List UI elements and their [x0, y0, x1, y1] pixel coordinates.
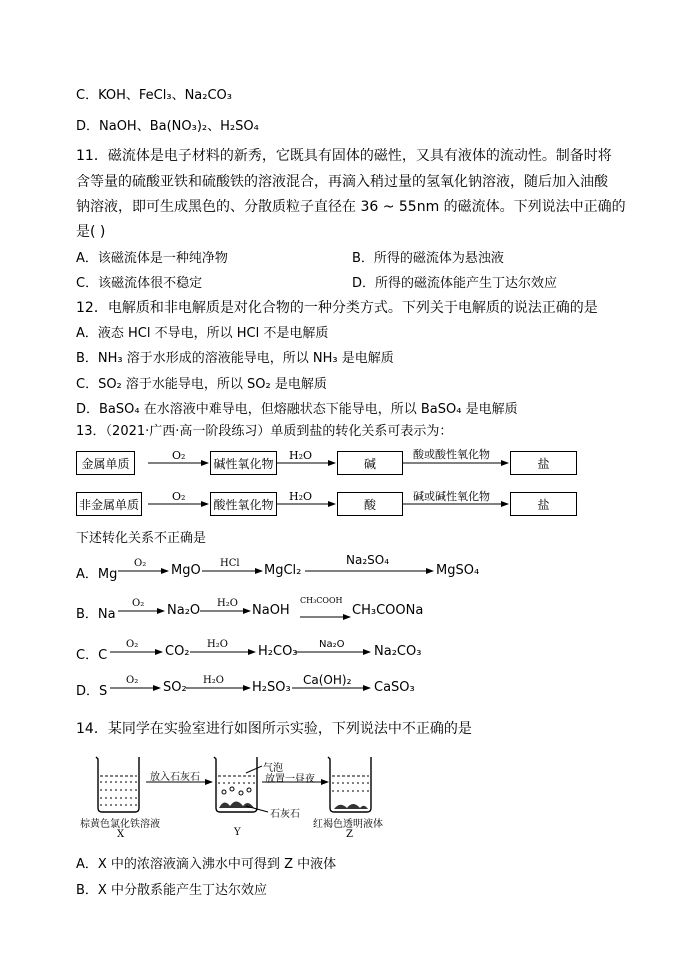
q13-row1-box-metal: 金属单质 — [76, 451, 135, 475]
q13-d-label: D．S — [76, 684, 108, 699]
q11-option-d: D．所得的磁流体能产生丁达尔效应 — [352, 276, 558, 291]
q14-step1-label: 放入石灰石 — [150, 772, 200, 783]
q13-row2-box-salt: 盐 — [510, 492, 577, 516]
beaker-x — [96, 757, 139, 812]
q12-option-c: C．SO₂ 溶于水能导电，所以 SO₂ 是电解质 — [76, 377, 327, 392]
q13-row2-box-acidic-oxide: 酸性氧化物 — [210, 492, 277, 516]
q13-c-p2: H₂CO₃ — [258, 644, 298, 659]
q12-stem: 12．电解质和非电解质是对化合物的一种分类方式。下列关于电解质的说法正确的是 — [76, 300, 598, 316]
q13-a-a3: Na₂SO₄ — [346, 553, 390, 567]
q13-d-p2: H₂SO₃ — [252, 680, 291, 695]
q14-step2-label: 放置一昼夜 — [265, 774, 315, 785]
q13-b-p3: CH₃COONa — [352, 603, 424, 618]
q13-row1-box-base: 碱 — [337, 451, 403, 475]
beaker-z — [328, 757, 371, 812]
q13-row2-box-acid: 酸 — [337, 492, 403, 516]
q11-stem-line2: 含等量的硫酸亚铁和硫酸铁的溶液混合，再滴入稍过量的氢氧化钠溶液，随后加入油酸 — [76, 174, 608, 190]
q13-c-a2: H₂O — [207, 639, 228, 650]
q13-a-p2: MgCl₂ — [264, 563, 302, 578]
q14-z-desc: 红褐色透明液体 — [313, 819, 383, 830]
q13-c-a3: Na₂O — [319, 639, 345, 650]
q13-c-label: C．C — [76, 648, 108, 663]
q13-stem: 13．（2021·广西·高一阶段练习）单质到盐的转化关系可表示为： — [76, 424, 453, 439]
q13-d-p1: SO₂ — [163, 680, 187, 695]
q11-stem-line1: 11．磁流体是电子材料的新秀，它既具有固体的磁性，又具有液体的流动性。制备时将 — [76, 148, 612, 164]
q13-a-p1: MgO — [171, 563, 201, 578]
q13-b-label: B．Na — [76, 607, 116, 622]
q13-row1-box-salt: 盐 — [510, 451, 577, 475]
q13-row1-arrow1-label: O₂ — [172, 449, 186, 462]
q13-a-a2: HCl — [220, 558, 240, 569]
q14-option-a: A．X 中的浓溶液滴入沸水中可得到 Z 中液体 — [76, 857, 337, 872]
q13-d-p3: CaSO₃ — [374, 680, 415, 695]
q13-b-a1: O₂ — [132, 598, 145, 609]
q11-stem-line3: 钠溶液，即可生成黑色的、分散质粒子直径在 36 ~ 55nm 的磁流体。下列说法中正确的 — [76, 199, 626, 215]
q13-a-a1: O₂ — [134, 558, 147, 569]
q13-row1-arrow2-label: H₂O — [289, 449, 313, 462]
q13-b-p2: NaOH — [252, 603, 290, 618]
q13-c-p3: Na₂CO₃ — [374, 644, 422, 659]
q14-x-label: X — [117, 829, 125, 840]
q12-option-a: A．液态 HCl 不导电，所以 HCl 不是电解质 — [76, 326, 329, 341]
q14-stem: 14．某同学在实验室进行如图所示实验，下列说法中不正确的是 — [76, 721, 472, 737]
q13-c-p1: CO₂ — [165, 644, 190, 659]
q13-a-p3: MgSO₄ — [436, 563, 480, 578]
q11-option-c: C．该磁流体很不稳定 — [76, 276, 203, 291]
q12-option-d: D．BaSO₄ 在水溶液中难导电，但熔融状态下能导电，所以 BaSO₄ 是电解质 — [76, 402, 518, 417]
q13-d-a3: Ca(OH)₂ — [303, 673, 352, 687]
q13-row2-arrow1-label: O₂ — [172, 490, 186, 503]
q14-x-desc: 棕黄色氯化铁溶液 — [80, 819, 160, 830]
q14-option-b: B．X 中分散系能产生丁达尔效应 — [76, 883, 267, 898]
q14-z-label: Z — [346, 829, 353, 840]
q13-a-label: A．Mg — [76, 567, 118, 582]
q14-bubble-label: 气泡 — [263, 763, 283, 774]
q14-y-label: Y — [234, 827, 241, 838]
q13-row1-box-basic-oxide: 碱性氧化物 — [210, 451, 277, 475]
q11-stem-line4: 是( ) — [76, 224, 106, 240]
beaker-y — [214, 757, 257, 812]
q13-c-a1: O₂ — [126, 639, 139, 650]
q13-d-a2: H₂O — [203, 675, 224, 686]
q13-d-a1: O₂ — [126, 675, 139, 686]
q14-stone-label: 石灰石 — [270, 809, 300, 820]
q13-b-a3: CH₃COOH — [300, 596, 343, 605]
q11-option-a: A．该磁流体是一种纯净物 — [76, 251, 228, 266]
q13-row2-arrow2-label: H₂O — [289, 490, 313, 503]
q10-option-c: C．KOH、FeCl₃、Na₂CO₃ — [76, 88, 232, 103]
q13-b-a2: H₂O — [217, 598, 238, 609]
q13-row2-arrow3-label: 碱或碱性氧化物 — [413, 490, 490, 503]
q13-b-p1: Na₂O — [167, 603, 201, 618]
q10-option-d: D．NaOH、Ba(NO₃)₂、H₂SO₄ — [76, 119, 259, 134]
q13-row1-arrow3-label: 酸或酸性氧化物 — [413, 448, 490, 461]
q12-option-b: B．NH₃ 溶于水形成的溶液能导电，所以 NH₃ 是电解质 — [76, 351, 394, 366]
q13-row2-box-nonmetal: 非金属单质 — [76, 492, 142, 516]
q11-option-b: B．所得的磁流体为悬浊液 — [352, 251, 504, 266]
q13-question: 下述转化关系不正确是 — [76, 531, 207, 546]
